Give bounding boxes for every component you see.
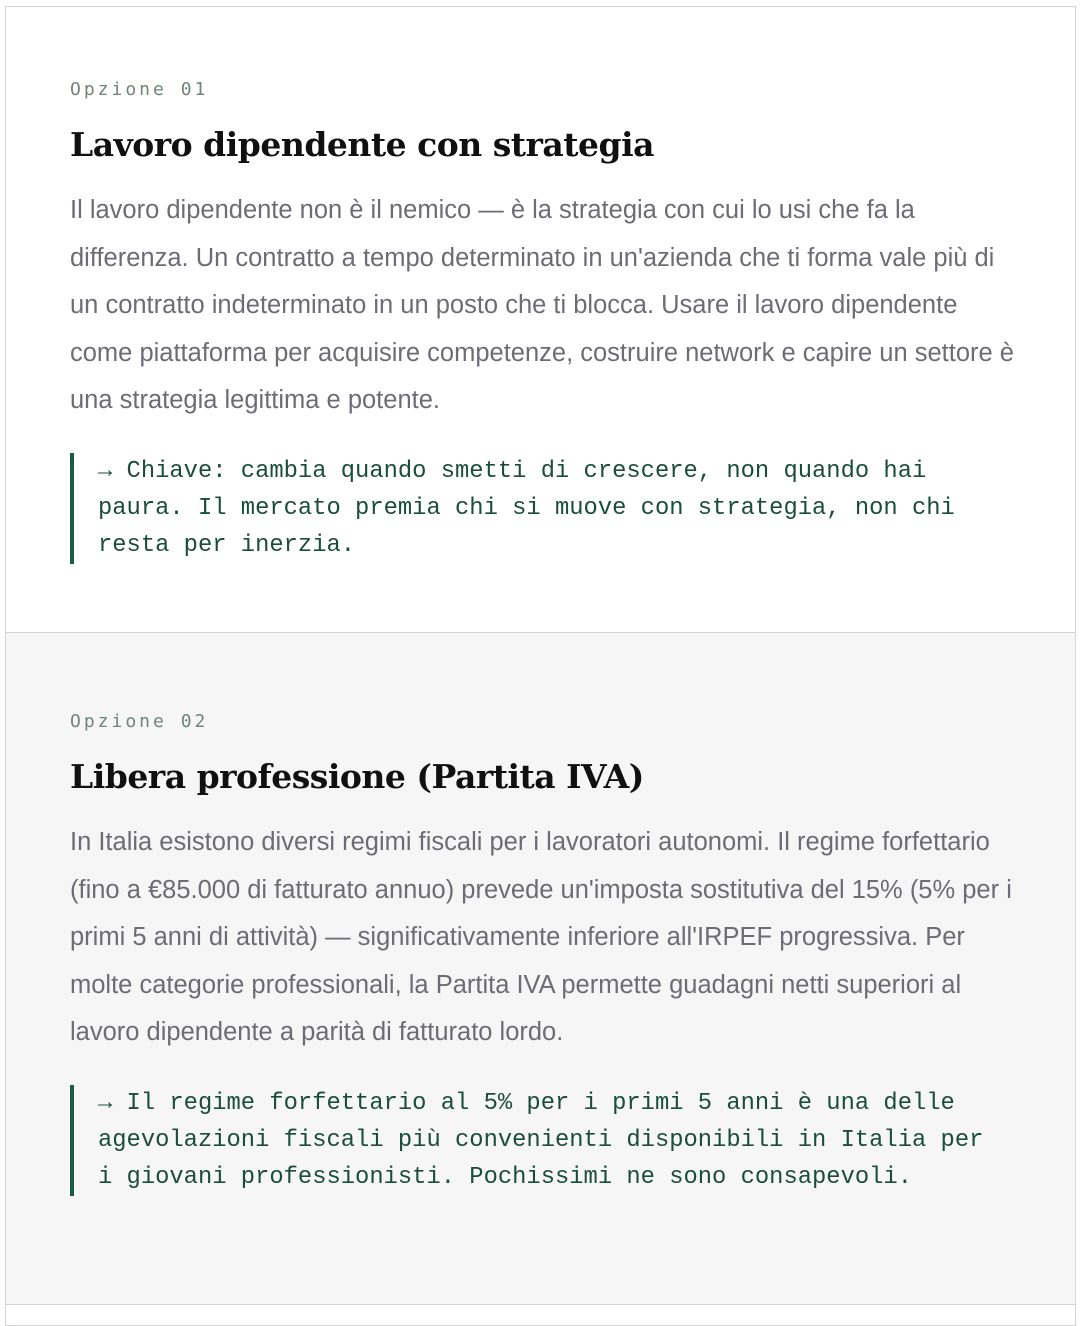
option-number-label: Opzione 01 [70,79,209,100]
option-card-01 [6,7,1075,633]
options-container [5,6,1076,1326]
key-insight-callout: → Chiave: cambia quando smetti di crescere, non quando hai paura. Il mercato premia chi si muove con strategia, non chi resta per inerzia. [70,453,988,564]
option-title: Lavoro dipendente con strategia [70,125,655,164]
option-card-02 [6,633,1075,1305]
option-number-label: Opzione 02 [70,711,209,732]
key-insight-callout: → Il regime forfettario al 5% per i primi 5 anni è una delle agevolazioni fiscali più convenienti disponibili in Italia per i giovani professionisti. Pochissimi ne sono consapevoli. [70,1085,988,1196]
option-title: Libera professione (Partita IVA) [70,757,644,796]
option-description: Il lavoro dipendente non è il nemico — è la strategia con cui lo usi che fa la differenza. Un contratto a tempo determinato in un'azienda che ti forma vale più di un contratto indeterminato in un posto che ti blocca. Usare il lavoro dipendente come piattaforma per acquisire competenze, costruire network e capire un settore è una strategia legittima e potente. [70,196,1014,414]
option-description: In Italia esistono diversi regimi fiscali per i lavoratori autonomi. Il regime forfettario (fino a €85.000 di fatturato annuo) prevede un'imposta sostitutiva del 15% (5% per i primi 5 anni di attività) — significativamente inferiore all'IRPEF progressiva. Per molte categorie professionali, la Partita IVA permette guadagni netti superiori al lavoro dipendente a parità di fatturato lordo. [70,828,1012,1046]
